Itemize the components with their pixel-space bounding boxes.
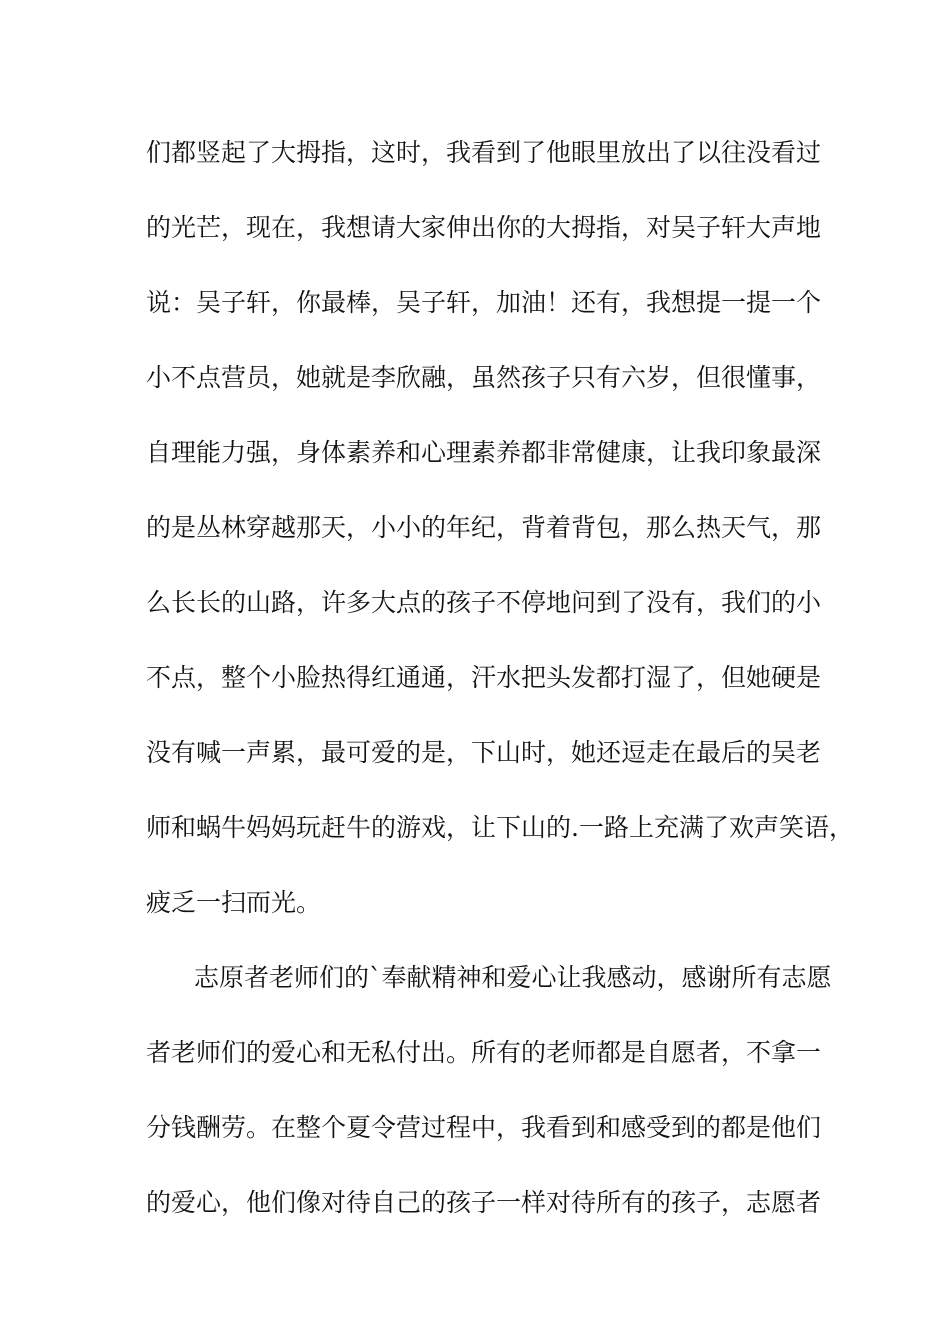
- text-line: 不点，整个小脸热得红通通，汗水把头发都打湿了，但她硬是: [146, 663, 822, 692]
- text-line: 们都竖起了大拇指，这时，我看到了他眼里放出了以往没看过: [146, 138, 822, 167]
- text-line: 者老师们的爱心和无私付出。所有的老师都是自愿者，不拿一: [146, 1038, 822, 1067]
- text-line: 么长长的山路，许多大点的孩子不停地问到了没有，我们的小: [146, 588, 822, 617]
- text-line: 自理能力强，身体素养和心理素养都非常健康，让我印象最深: [146, 438, 822, 467]
- paragraph-start-line: 志原者老师们的`奉献精神和爱心让我感动，感谢所有志愿: [194, 963, 832, 992]
- text-line: 的爱心，他们像对待自己的孩子一样对待所有的孩子，志愿者: [146, 1188, 822, 1217]
- text-line: 说：吴子轩，你最棒，吴子轩，加油！还有，我想提一提一个: [146, 288, 822, 317]
- text-line: 疲乏一扫而光。: [146, 888, 322, 917]
- text-line: 分钱酬劳。在整个夏令营过程中，我看到和感受到的都是他们: [146, 1113, 822, 1142]
- text-line: 的光芒，现在，我想请大家伸出你的大拇指，对吴子轩大声地: [146, 213, 822, 242]
- text-line: 小不点营员，她就是李欣融，虽然孩子只有六岁，但很懂事，: [146, 363, 822, 392]
- text-line: 没有喊一声累，最可爱的是，下山时，她还逗走在最后的吴老: [146, 738, 822, 767]
- body-text: [146, 128, 854, 1253]
- text-line: 师和蜗牛妈妈玩赶牛的游戏，让下山的.一路上充满了欢声笑语，: [146, 813, 854, 842]
- text-line: 的是丛林穿越那天，小小的年纪，背着背包，那么热天气，那: [146, 513, 822, 542]
